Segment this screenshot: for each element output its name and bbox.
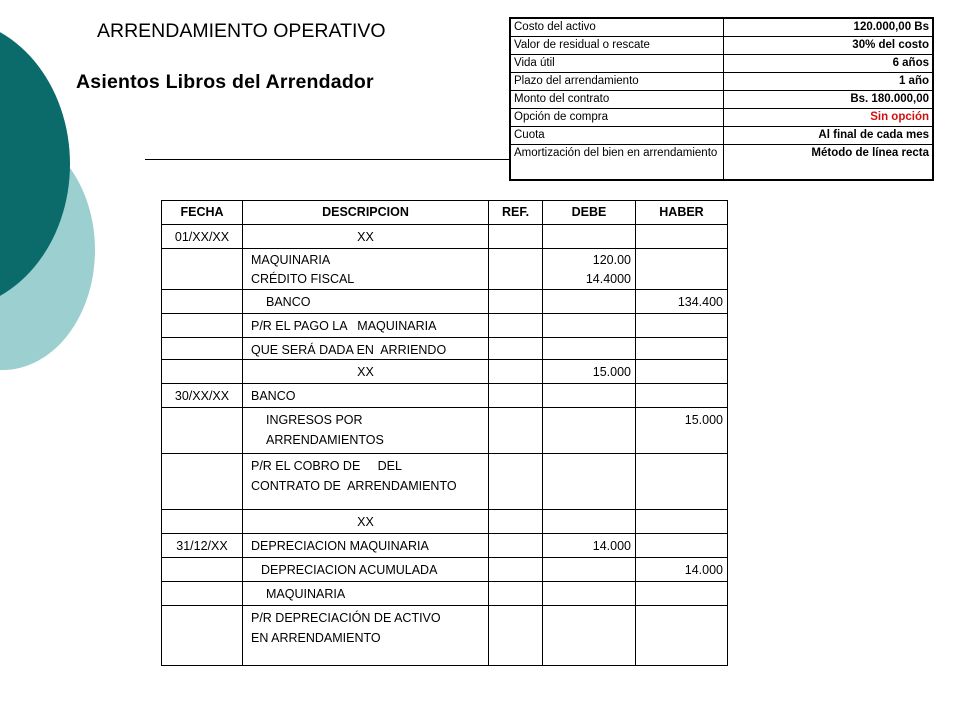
cell-ref bbox=[489, 408, 543, 454]
info-label: Costo del activo bbox=[510, 18, 724, 37]
cell-descripcion bbox=[243, 249, 489, 290]
cell-haber bbox=[636, 249, 728, 290]
cell-debe: 14.000 bbox=[543, 534, 636, 558]
column-header-fecha: FECHA bbox=[162, 201, 243, 225]
cell-ref bbox=[489, 360, 543, 384]
cell-descripcion: XX bbox=[243, 360, 489, 384]
table-row bbox=[162, 606, 728, 666]
table-row bbox=[162, 384, 728, 408]
cell-haber bbox=[636, 510, 728, 534]
cell-fecha: 01/XX/XX bbox=[162, 225, 243, 249]
info-label: Monto del contrato bbox=[510, 91, 724, 109]
table-header-row bbox=[162, 201, 728, 225]
cell-ref bbox=[489, 606, 543, 666]
desc-text: BANCO bbox=[251, 389, 296, 403]
info-value: Sin opción bbox=[724, 109, 934, 127]
cell-haber bbox=[636, 360, 728, 384]
cell-debe bbox=[543, 384, 636, 408]
info-row bbox=[510, 127, 933, 145]
table-row bbox=[162, 290, 728, 314]
cell-fecha: 30/XX/XX bbox=[162, 384, 243, 408]
desc-text: QUE SERÁ DADA EN ARRIENDO bbox=[251, 343, 447, 357]
lease-info-table bbox=[509, 17, 934, 181]
cell-ref bbox=[489, 249, 543, 290]
cell-fecha bbox=[162, 582, 243, 606]
cell-haber: 15.000 bbox=[636, 408, 728, 454]
cell-debe bbox=[543, 510, 636, 534]
cell-descripcion: XX bbox=[243, 510, 489, 534]
cell-ref bbox=[489, 454, 543, 510]
cell-fecha bbox=[162, 558, 243, 582]
column-header-ref: REF. bbox=[489, 201, 543, 225]
info-row bbox=[510, 91, 933, 109]
cell-debe bbox=[543, 558, 636, 582]
cell-ref bbox=[489, 510, 543, 534]
info-row bbox=[510, 18, 933, 37]
cell-haber bbox=[636, 225, 728, 249]
info-row bbox=[510, 55, 933, 73]
cell-ref bbox=[489, 338, 543, 360]
desc-text: DEPRECIACION MAQUINARIA bbox=[251, 539, 429, 553]
info-row bbox=[510, 37, 933, 55]
cell-fecha bbox=[162, 510, 243, 534]
table-row bbox=[162, 534, 728, 558]
cell-fecha bbox=[162, 338, 243, 360]
desc-text: P/R EL PAGO LA MAQUINARIA bbox=[251, 319, 437, 333]
info-value: 120.000,00 Bs bbox=[724, 18, 934, 37]
cell-fecha bbox=[162, 290, 243, 314]
desc-text: P/R EL COBRO DE DEL CONTRATO DE ARRENDAMIENTO bbox=[251, 459, 457, 493]
cell-fecha bbox=[162, 314, 243, 338]
cell-descripcion bbox=[243, 606, 489, 666]
table-row bbox=[162, 360, 728, 384]
cell-descripcion bbox=[243, 582, 489, 606]
info-row bbox=[510, 73, 933, 91]
cell-fecha: 31/12/XX bbox=[162, 534, 243, 558]
cell-haber bbox=[636, 582, 728, 606]
table-row bbox=[162, 558, 728, 582]
journal-table bbox=[161, 200, 728, 666]
desc-text: DEPRECIACION ACUMULADA bbox=[261, 563, 438, 577]
cell-descripcion: XX bbox=[243, 225, 489, 249]
cell-debe bbox=[543, 314, 636, 338]
cell-debe bbox=[543, 408, 636, 454]
info-label: Valor de residual o rescate bbox=[510, 37, 724, 55]
table-row bbox=[162, 582, 728, 606]
info-value: 6 años bbox=[724, 55, 934, 73]
cell-descripcion bbox=[243, 534, 489, 558]
info-value: 1 año bbox=[724, 73, 934, 91]
cell-descripcion bbox=[243, 408, 489, 454]
cell-fecha bbox=[162, 360, 243, 384]
desc-text: MAQUINARIA CRÉDITO FISCAL bbox=[251, 253, 355, 286]
cell-descripcion bbox=[243, 338, 489, 360]
cell-ref bbox=[489, 558, 543, 582]
cell-debe: 15.000 bbox=[543, 360, 636, 384]
cell-ref bbox=[489, 225, 543, 249]
table-row bbox=[162, 510, 728, 534]
page-title: ARRENDAMIENTO OPERATIVO bbox=[97, 20, 386, 42]
cell-debe bbox=[543, 606, 636, 666]
cell-fecha bbox=[162, 454, 243, 510]
desc-text: INGRESOS POR ARRENDAMIENTOS bbox=[266, 413, 384, 447]
info-label: Cuota bbox=[510, 127, 724, 145]
cell-haber: 14.000 bbox=[636, 558, 728, 582]
table-row bbox=[162, 408, 728, 454]
table-row bbox=[162, 225, 728, 249]
cell-debe bbox=[543, 454, 636, 510]
info-row bbox=[510, 109, 933, 127]
desc-text: BANCO bbox=[266, 295, 311, 309]
cell-debe bbox=[543, 338, 636, 360]
cell-ref bbox=[489, 582, 543, 606]
info-value: Bs. 180.000,00 bbox=[724, 91, 934, 109]
info-value: 30% del costo bbox=[724, 37, 934, 55]
cell-haber bbox=[636, 384, 728, 408]
info-label: Vida útil bbox=[510, 55, 724, 73]
divider-line bbox=[145, 159, 510, 160]
cell-haber bbox=[636, 534, 728, 558]
cell-descripcion bbox=[243, 314, 489, 338]
cell-ref bbox=[489, 314, 543, 338]
desc-text: MAQUINARIA bbox=[266, 587, 346, 601]
cell-descripcion bbox=[243, 454, 489, 510]
table-row bbox=[162, 454, 728, 510]
cell-haber bbox=[636, 606, 728, 666]
info-label: Amortización del bien en arrendamiento bbox=[510, 145, 724, 181]
cell-haber bbox=[636, 454, 728, 510]
cell-haber bbox=[636, 314, 728, 338]
cell-ref bbox=[489, 384, 543, 408]
cell-ref bbox=[489, 534, 543, 558]
cell-debe bbox=[543, 249, 636, 290]
desc-text: P/R DEPRECIACIÓN DE ACTIVO EN ARRENDAMIENTO bbox=[251, 611, 441, 645]
info-label: Opción de compra bbox=[510, 109, 724, 127]
cell-ref bbox=[489, 290, 543, 314]
table-row bbox=[162, 249, 728, 290]
cell-descripcion bbox=[243, 290, 489, 314]
cell-debe bbox=[543, 290, 636, 314]
cell-debe bbox=[543, 582, 636, 606]
table-row bbox=[162, 338, 728, 360]
page-subtitle: Asientos Libros del Arrendador bbox=[76, 71, 374, 93]
cell-fecha bbox=[162, 606, 243, 666]
column-header-descripcion: DESCRIPCION bbox=[243, 201, 489, 225]
cell-haber: 134.400 bbox=[636, 290, 728, 314]
debe-text: 120.00 14.4000 bbox=[585, 253, 631, 286]
info-label: Plazo del arrendamiento bbox=[510, 73, 724, 91]
table-row bbox=[162, 314, 728, 338]
column-header-debe: DEBE bbox=[543, 201, 636, 225]
cell-descripcion bbox=[243, 558, 489, 582]
info-value: Al final de cada mes bbox=[724, 127, 934, 145]
cell-debe bbox=[543, 225, 636, 249]
cell-fecha bbox=[162, 408, 243, 454]
info-value: Método de línea recta bbox=[724, 145, 934, 181]
cell-haber bbox=[636, 338, 728, 360]
column-header-haber: HABER bbox=[636, 201, 728, 225]
cell-fecha bbox=[162, 249, 243, 290]
info-row bbox=[510, 145, 933, 181]
cell-descripcion bbox=[243, 384, 489, 408]
